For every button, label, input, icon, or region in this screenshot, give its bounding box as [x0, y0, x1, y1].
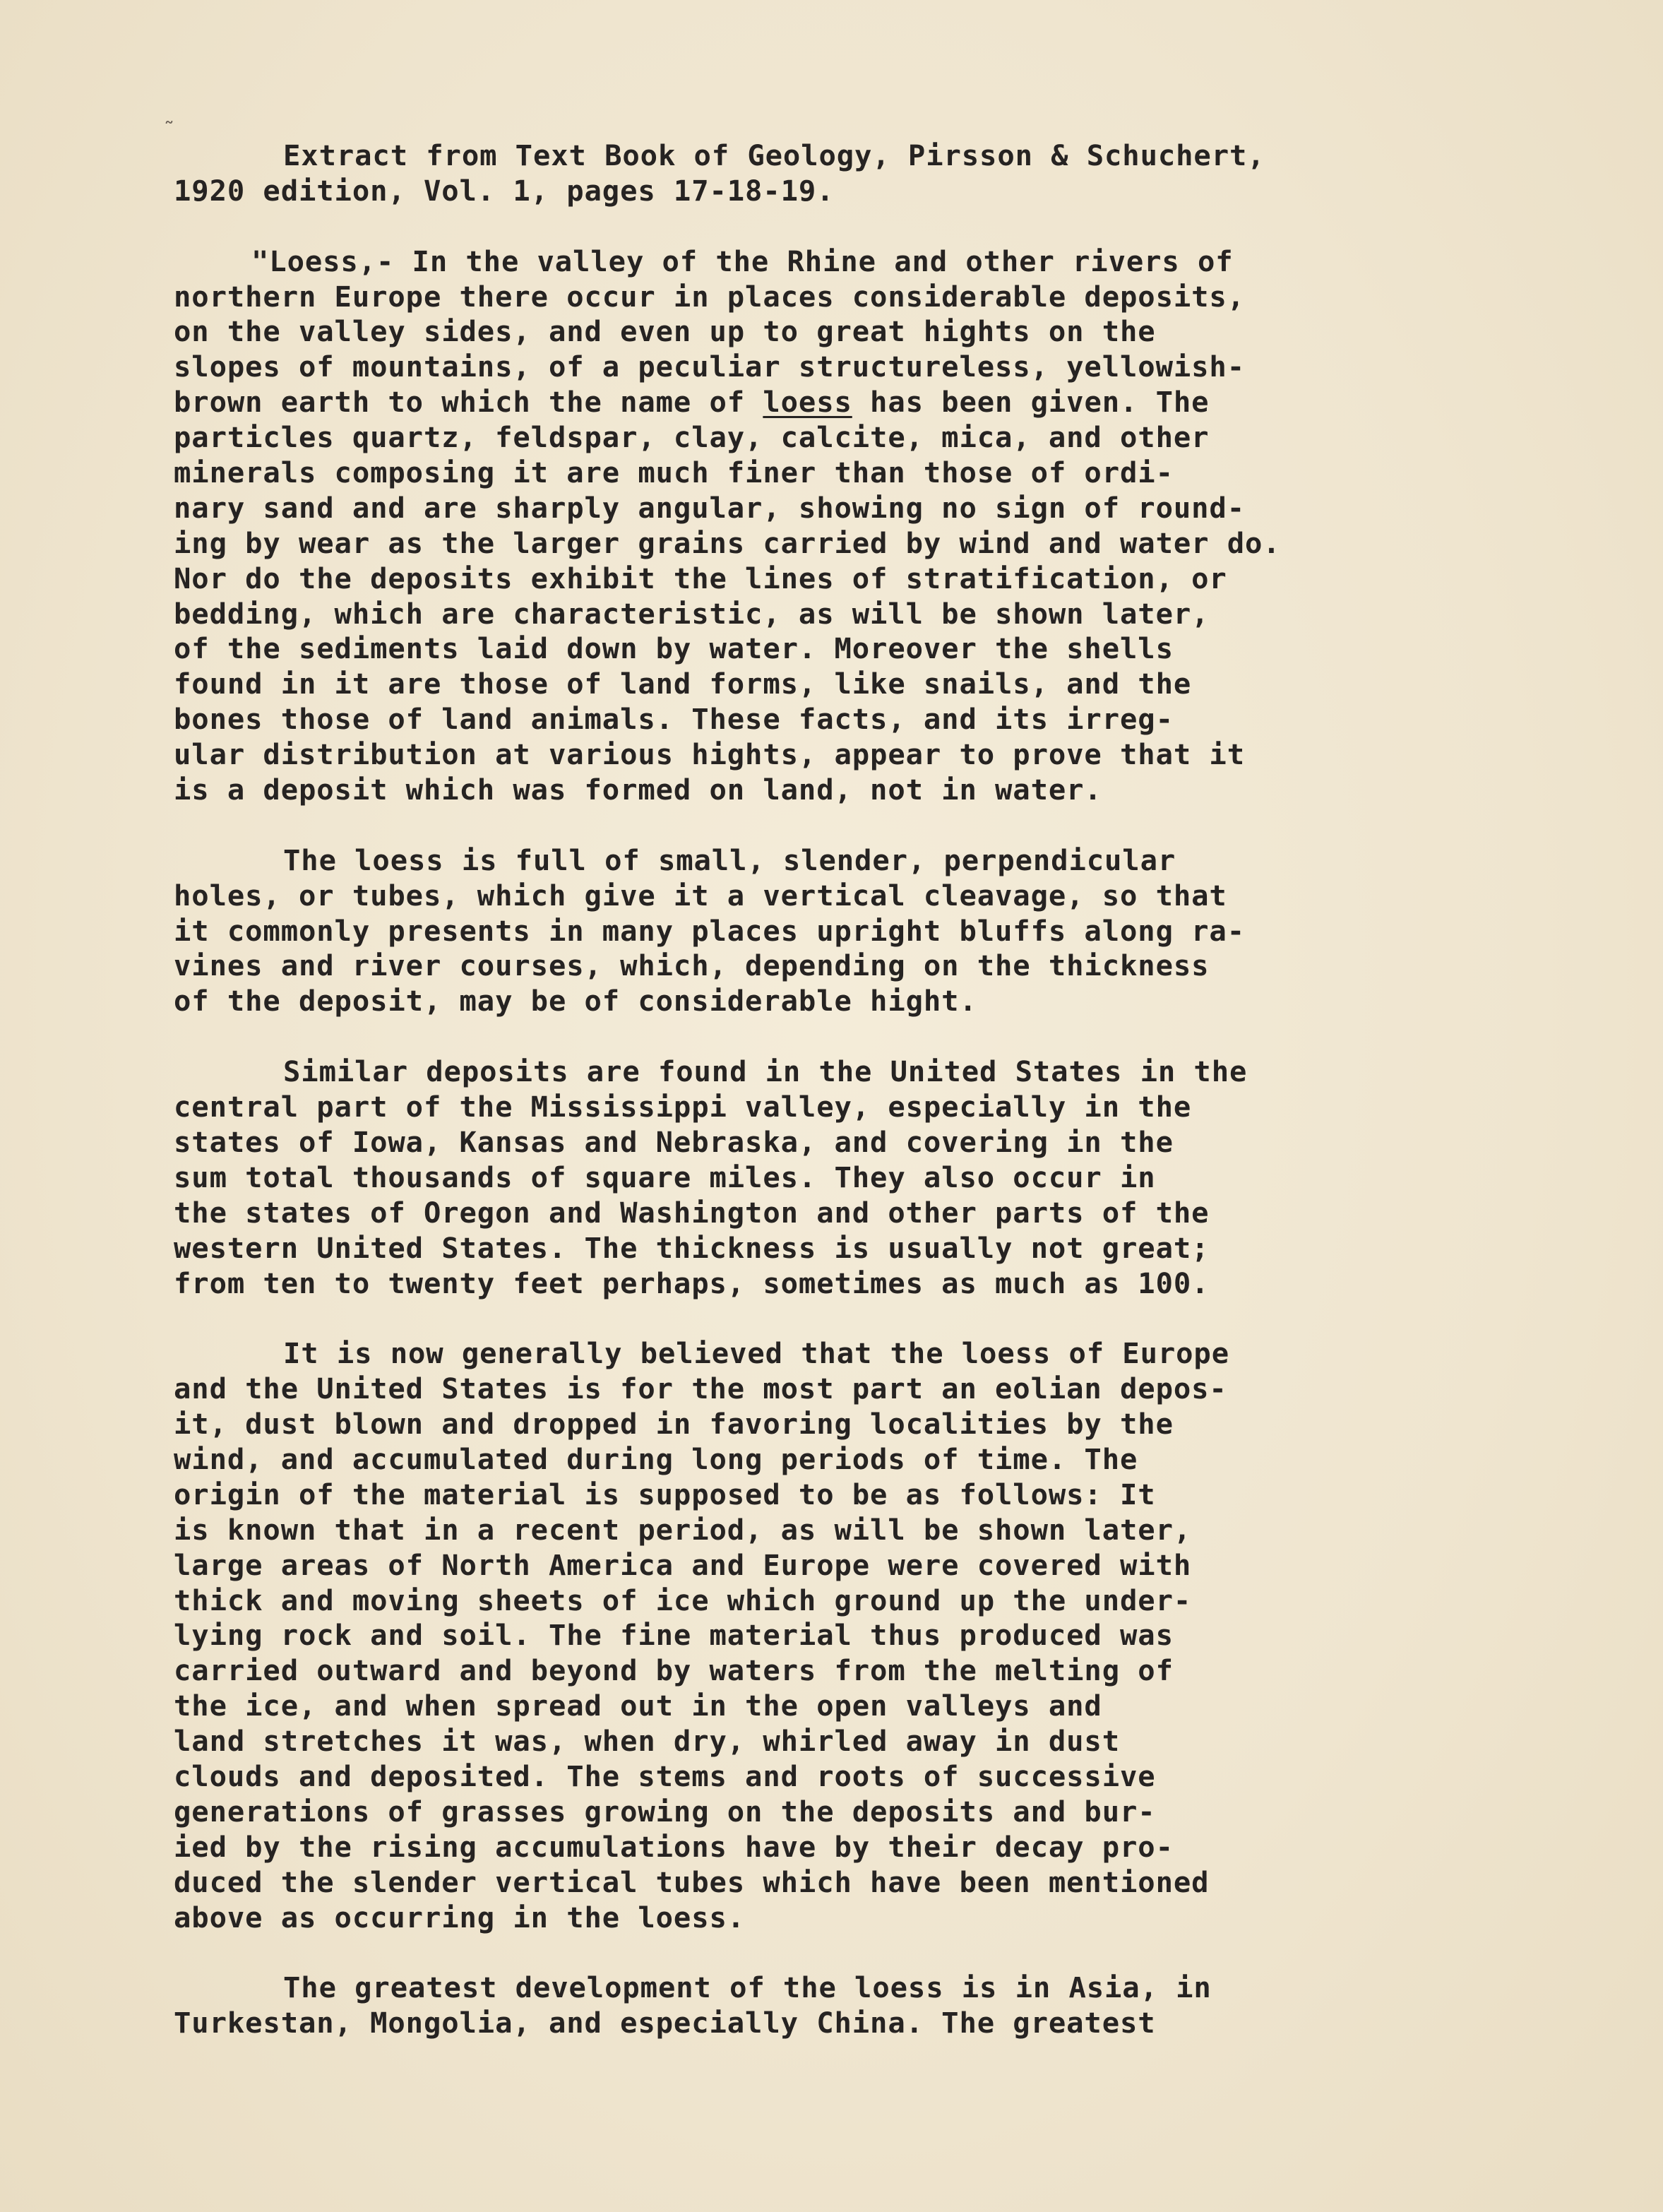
text-line: western United States. The thickness is usually not great;: [174, 1230, 1210, 1265]
paragraph-eolian-origin: [174, 1336, 1515, 1935]
text-line: on the valley sides, and even up to great hights on the: [174, 314, 1156, 349]
text-line: the ice, and when spread out in the open valleys and: [174, 1689, 1102, 1723]
text-line: wind, and accumulated during long periods of time. The: [174, 1441, 1138, 1476]
text-line: land stretches it was, when dry, whirled away in dust: [174, 1724, 1121, 1759]
text-line: it, dust blown and dropped in favoring localities by the: [174, 1407, 1174, 1441]
paragraph-loess-structure: [174, 843, 1515, 1019]
text-line: origin of the material is supposed to be as follows: It: [174, 1477, 1156, 1511]
text-line: northern Europe there occur in places considerable deposits,: [174, 279, 1245, 314]
text-line: is known that in a recent period, as will be shown later,: [174, 1512, 1192, 1547]
text-line: carried outward and beyond by waters from the melting of: [174, 1653, 1174, 1688]
document-body: [174, 138, 1515, 2041]
text-line: it commonly presents in many places upright bluffs along ra-: [174, 913, 1245, 948]
paragraph-united-states-deposits: [174, 1054, 1515, 1301]
text-line: found in it are those of land forms, like snails, and the: [174, 667, 1192, 701]
heading-line-1: Extract from Text Book of Geology, Pirsson & Schuchert,: [283, 138, 1265, 172]
text-line: ied by the rising accumulations have by their decay pro-: [174, 1829, 1174, 1864]
text-line: particles quartz, feldspar, clay, calcite, mica, and other: [174, 420, 1210, 455]
text-line: Nor do the deposits exhibit the lines of stratification, or: [174, 561, 1227, 595]
text-line: Similar deposits are found in the United States in the: [283, 1054, 1248, 1089]
text-line: holes, or tubes, which give it a vertical cleavage, so that: [174, 878, 1227, 912]
text-line: The greatest development of the loess is in Asia, in: [283, 1970, 1212, 2005]
text-line: The loess is full of small, slender, perpendicular: [283, 843, 1176, 877]
text-line: and the United States is for the most part an eolian depos-: [174, 1372, 1227, 1406]
text-line: ular distribution at various hights, appear to prove that it: [174, 737, 1245, 772]
text-line: from ten to twenty feet perhaps, sometimes as much as 100.: [174, 1266, 1210, 1300]
text-line: clouds and deposited. The stems and roots of successive: [174, 1759, 1156, 1793]
text-line: central part of the Mississippi valley, especially in the: [174, 1090, 1192, 1124]
heading-line-2: 1920 edition, Vol. 1, pages 17-18-19.: [174, 173, 835, 208]
text-fragment: brown earth to which the name of: [174, 385, 763, 420]
text-line: slopes of mountains, of a peculiar structureless, yellowish-: [174, 350, 1245, 384]
text-fragment: has been given. The: [852, 385, 1210, 420]
text-line: the states of Oregon and Washington and other parts of the: [174, 1195, 1210, 1230]
text-line-with-underline: [174, 385, 1515, 420]
text-line: Turkestan, Mongolia, and especially China. The greatest: [174, 2006, 1156, 2040]
text-line: "Loess,- In the valley of the Rhine and other rivers of: [251, 244, 1234, 278]
text-line: vines and river courses, which, depending on the thickness: [174, 949, 1210, 983]
text-line: sum total thousands of square miles. They also occur in: [174, 1160, 1156, 1194]
text-line: large areas of North America and Europe were covered with: [174, 1547, 1192, 1582]
paragraph-loess-definition: [174, 244, 1515, 808]
text-line: lying rock and soil. The fine material thus produced was: [174, 1618, 1174, 1653]
text-line: generations of grasses growing on the deposits and bur-: [174, 1794, 1156, 1829]
text-line: states of Iowa, Kansas and Nebraska, and covering in the: [174, 1124, 1174, 1159]
text-line: duced the slender vertical tubes which have been mentioned: [174, 1865, 1210, 1899]
text-line: is a deposit which was formed on land, not in water.: [174, 773, 1102, 807]
text-line: thick and moving sheets of ice which ground up the under-: [174, 1583, 1192, 1617]
text-line: above as occurring in the loess.: [174, 1900, 746, 1934]
text-line: It is now generally believed that the loess of Europe: [283, 1336, 1230, 1371]
document-heading: [174, 138, 1515, 209]
text-line: bedding, which are characteristic, as will be shown later,: [174, 596, 1210, 631]
text-line: minerals composing it are much finer than those of ordi-: [174, 456, 1174, 490]
stray-mark: ˷: [164, 100, 174, 125]
text-line: of the sediments laid down by water. Moreover the shells: [174, 631, 1174, 666]
text-line: nary sand and are sharply angular, showing no sign of round-: [174, 490, 1245, 525]
underlined-term: loess: [763, 385, 852, 420]
text-line: bones those of land animals. These facts, and its irreg-: [174, 702, 1174, 737]
text-line: of the deposit, may be of considerable hight.: [174, 984, 977, 1018]
text-line: ing by wear as the larger grains carried by wind and water do.: [174, 525, 1281, 560]
paragraph-asia-development: [174, 1970, 1515, 2041]
